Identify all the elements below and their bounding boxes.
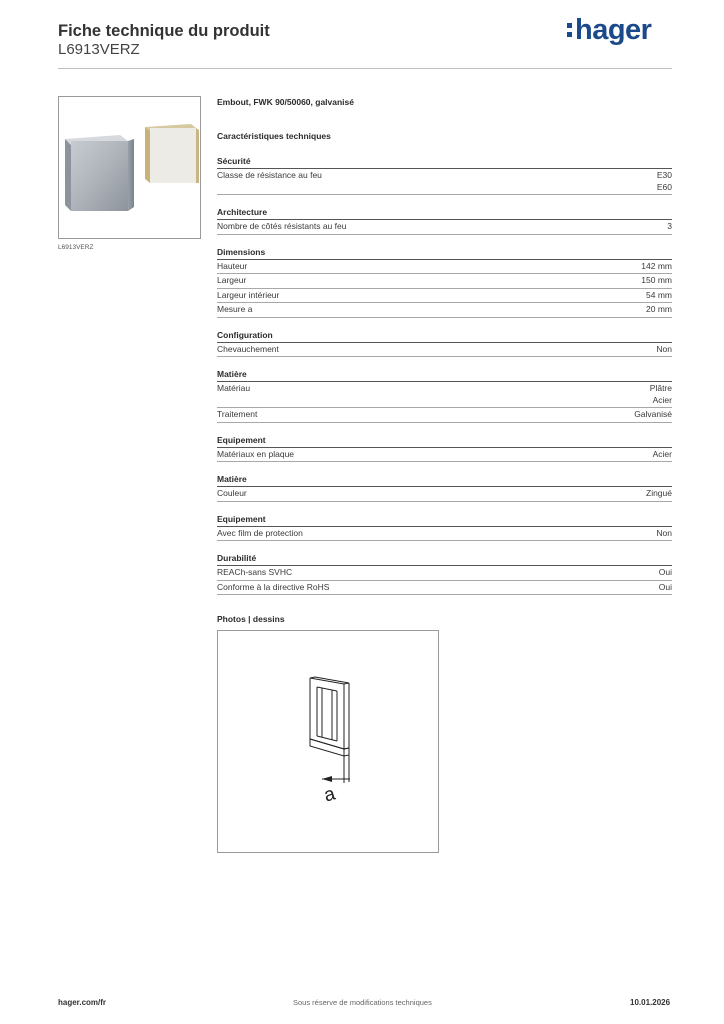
- spec-row: [217, 448, 672, 463]
- logo-text: hager: [575, 14, 652, 46]
- spec-value: [641, 275, 672, 287]
- footer-website[interactable]: hager.com/fr: [58, 998, 107, 1007]
- logo-dots-icon: [567, 20, 573, 40]
- product-description: Embout, FWK 90/50060, galvanisé: [217, 97, 354, 107]
- spec-value: [656, 344, 672, 356]
- spec-label: Mesure a: [217, 304, 253, 314]
- spec-row: [217, 220, 672, 235]
- spec-section: [217, 369, 672, 423]
- spec-value-line: Plâtre: [649, 383, 672, 393]
- spec-value-line: E60: [656, 181, 672, 192]
- spec-value: [656, 528, 672, 540]
- end-cap-drawing: [218, 631, 438, 852]
- spec-section-title: Equipement: [217, 514, 672, 527]
- spec-section: [217, 553, 672, 595]
- spec-row: [217, 487, 672, 502]
- spec-section: [217, 514, 672, 542]
- spec-section: [217, 156, 672, 195]
- spec-sections: [217, 156, 672, 595]
- spec-row: [217, 408, 672, 423]
- spec-value-line: 142 mm: [641, 260, 672, 271]
- spec-value-line: Galvanisé: [634, 409, 672, 419]
- technical-drawing: [217, 630, 439, 853]
- spec-value-line: 20 mm: [646, 304, 672, 314]
- spec-value: [657, 170, 672, 193]
- spec-label: Classe de résistance au feu: [217, 170, 322, 180]
- spec-section: [217, 474, 672, 502]
- spec-row: [217, 581, 672, 596]
- spec-label: Largeur: [217, 275, 247, 285]
- product-image: [58, 96, 201, 239]
- spec-value: [646, 488, 672, 500]
- spec-section-title: Equipement: [217, 435, 672, 448]
- spec-value-line: Oui: [658, 567, 672, 577]
- spec-value-line: Non: [656, 343, 672, 354]
- spec-value: [659, 567, 672, 579]
- spec-label: Matériaux en plaque: [217, 448, 295, 459]
- spec-section-title: Architecture: [217, 207, 672, 220]
- spec-section-title: Sécurité: [217, 156, 672, 169]
- spec-label: Conforme à la directive RoHS: [217, 581, 330, 592]
- spec-value: [634, 409, 672, 421]
- image-caption: L6913VERZ: [58, 244, 94, 251]
- spec-value: [653, 449, 672, 461]
- footer-date: 10.01.2026: [630, 998, 671, 1007]
- technical-characteristics-heading: Caractéristiques techniques: [217, 131, 331, 141]
- spec-value: [659, 582, 672, 594]
- footer-disclaimer: Sous réserve de modifications techniques: [293, 998, 432, 1007]
- spec-value: [650, 383, 672, 406]
- dimension-label-a: a: [321, 783, 338, 807]
- spec-section: [217, 435, 672, 463]
- spec-value-line: 150 mm: [641, 275, 672, 285]
- spec-value: [667, 221, 672, 233]
- spec-section: [217, 330, 672, 358]
- spec-section: [217, 207, 672, 235]
- spec-label: REACh-sans SVHC: [217, 567, 293, 577]
- product-photo-illustration: [59, 97, 200, 238]
- spec-section-title: Durabilité: [217, 553, 672, 566]
- spec-label: Matériau: [217, 383, 251, 393]
- spec-label: Largeur intérieur: [217, 289, 280, 300]
- spec-label: Nombre de côtés résistants au feu: [217, 221, 347, 231]
- spec-row: [217, 169, 672, 195]
- spec-value-line: Non: [656, 527, 672, 538]
- spec-section: [217, 247, 672, 318]
- spec-row: [217, 260, 672, 275]
- spec-value-line: Acier: [652, 394, 672, 405]
- spec-row: [217, 527, 672, 542]
- spec-row: [217, 303, 672, 318]
- spec-value-line: Oui: [658, 581, 672, 592]
- product-code: L6913VERZ: [58, 41, 140, 58]
- spec-value: [646, 304, 672, 316]
- page-title: Fiche technique du produit: [58, 22, 270, 40]
- spec-label: Hauteur: [217, 260, 248, 271]
- spec-value-line: Zingué: [646, 488, 672, 498]
- spec-section-title: Configuration: [217, 330, 672, 343]
- spec-row: [217, 289, 672, 304]
- hager-logo: [567, 14, 651, 47]
- spec-label: Avec film de protection: [217, 527, 303, 538]
- spec-label: Chevauchement: [217, 343, 279, 354]
- spec-section-title: Matière: [217, 369, 672, 382]
- spec-label: Traitement: [217, 409, 258, 419]
- spec-row: [217, 382, 672, 408]
- photos-heading: Photos | dessins: [217, 614, 285, 624]
- specifications-content: [217, 96, 672, 624]
- spec-label: Couleur: [217, 488, 247, 498]
- spec-value-line: 3: [667, 221, 672, 231]
- spec-value-line: 54 mm: [646, 289, 672, 300]
- spec-row: [217, 274, 672, 289]
- header-divider: [58, 68, 672, 69]
- spec-row: [217, 566, 672, 581]
- spec-value-line: Acier: [652, 448, 672, 459]
- spec-value: [646, 290, 672, 302]
- spec-section-title: Matière: [217, 474, 672, 487]
- spec-value: [641, 261, 672, 273]
- spec-value-line: E30: [656, 170, 672, 180]
- spec-row: [217, 343, 672, 358]
- spec-section-title: Dimensions: [217, 247, 672, 260]
